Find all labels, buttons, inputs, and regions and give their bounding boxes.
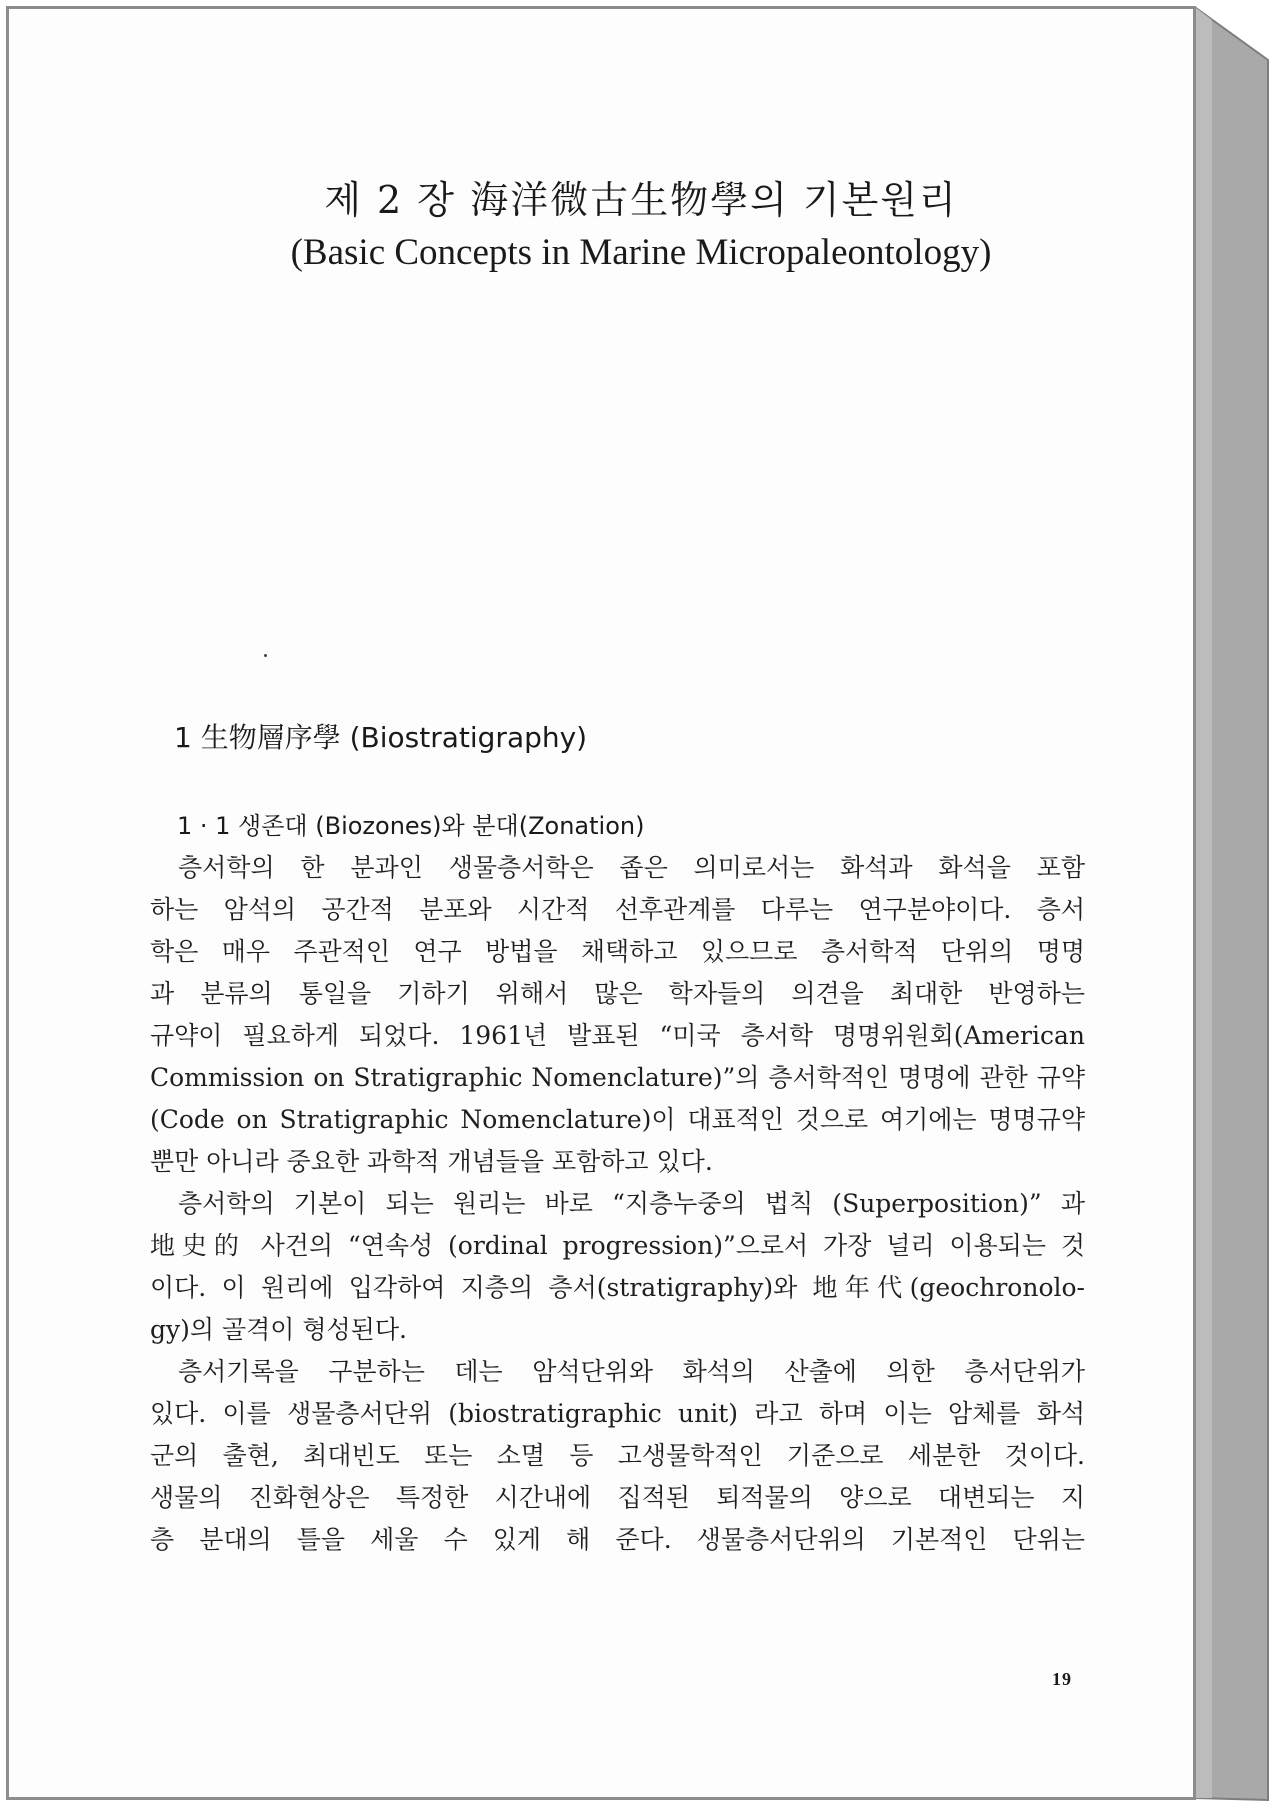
body-text — [150, 847, 1085, 1561]
body-line: 층서기록을 구분하는 데는 암석단위와 화석의 산출에 의한 층서단위가 — [178, 1357, 1085, 1386]
chapter-title: 제 2 장 海洋微古生物學의 기본원리 — [324, 178, 958, 222]
body-line: Commission on Stratigraphic Nomenclature)”의 층서학적인 명명에 관한 규약 — [150, 1063, 1085, 1092]
body-line: 층서학의 기본이 되는 원리는 바로 “지층누중의 법칙 (Superposition)” 과 — [178, 1189, 1085, 1218]
body-line: 하는 암석의 공간적 분포와 시간적 선후관계를 다루는 연구분야이다. 층서 — [150, 895, 1085, 924]
subsection-heading: 1 · 1 생존대 (Biozones)와 분대(Zonation) — [177, 812, 645, 840]
book-side-shadow — [1196, 8, 1212, 1798]
body-line: (Code on Stratigraphic Nomenclature)이 대표적인 것으로 여기에는 명명규약 — [150, 1105, 1085, 1134]
body-line: 있다. 이를 생물층서단위 (biostratigraphic unit) 라고 하며 이는 암체를 화석 — [150, 1399, 1085, 1428]
page-number: 19 — [1052, 1669, 1072, 1689]
body-line: 이다. 이 원리에 입각하여 지층의 층서(stratigraphy)와 地年代(geochronolo- — [150, 1273, 1085, 1302]
body-line: gy)의 골격이 형성된다. — [150, 1315, 407, 1344]
body-line: 과 분류의 통일을 기하기 위해서 많은 학자들의 의견을 최대한 반영하는 — [150, 979, 1085, 1008]
page — [6, 6, 1196, 1800]
body-line: 군의 출현, 최대빈도 또는 소멸 등 고생물학적인 기준으로 세분한 것이다. — [150, 1441, 1085, 1470]
chapter-subtitle: (Basic Concepts in Marine Micropaleontology) — [290, 232, 992, 273]
body-line: 층 분대의 틀을 세울 수 있게 해 준다. 생물층서단위의 기본적인 단위는 — [150, 1525, 1085, 1554]
body-line: 뿐만 아니라 중요한 과학적 개념들을 포함하고 있다. — [150, 1147, 713, 1176]
body-line: 층서학의 한 분과인 생물층서학은 좁은 의미로서는 화석과 화석을 포함 — [178, 853, 1085, 882]
stray-dot — [264, 654, 267, 657]
body-line: 생물의 진화현상은 특정한 시간내에 집적된 퇴적물의 양으로 대변되는 지 — [150, 1483, 1085, 1512]
body-line: 地史的 사건의 “연속성 (ordinal progression)”으로서 가장 널리 이용되는 것 — [150, 1231, 1085, 1260]
body-line: 규약이 필요하게 되었다. 1961년 발표된 “미국 층서학 명명위원회(American — [150, 1021, 1085, 1050]
section-heading: 1 生物層序學 (Biostratigraphy) — [174, 721, 588, 754]
body-line: 학은 매우 주관적인 연구 방법을 채택하고 있으므로 층서학적 단위의 명명 — [150, 937, 1085, 966]
